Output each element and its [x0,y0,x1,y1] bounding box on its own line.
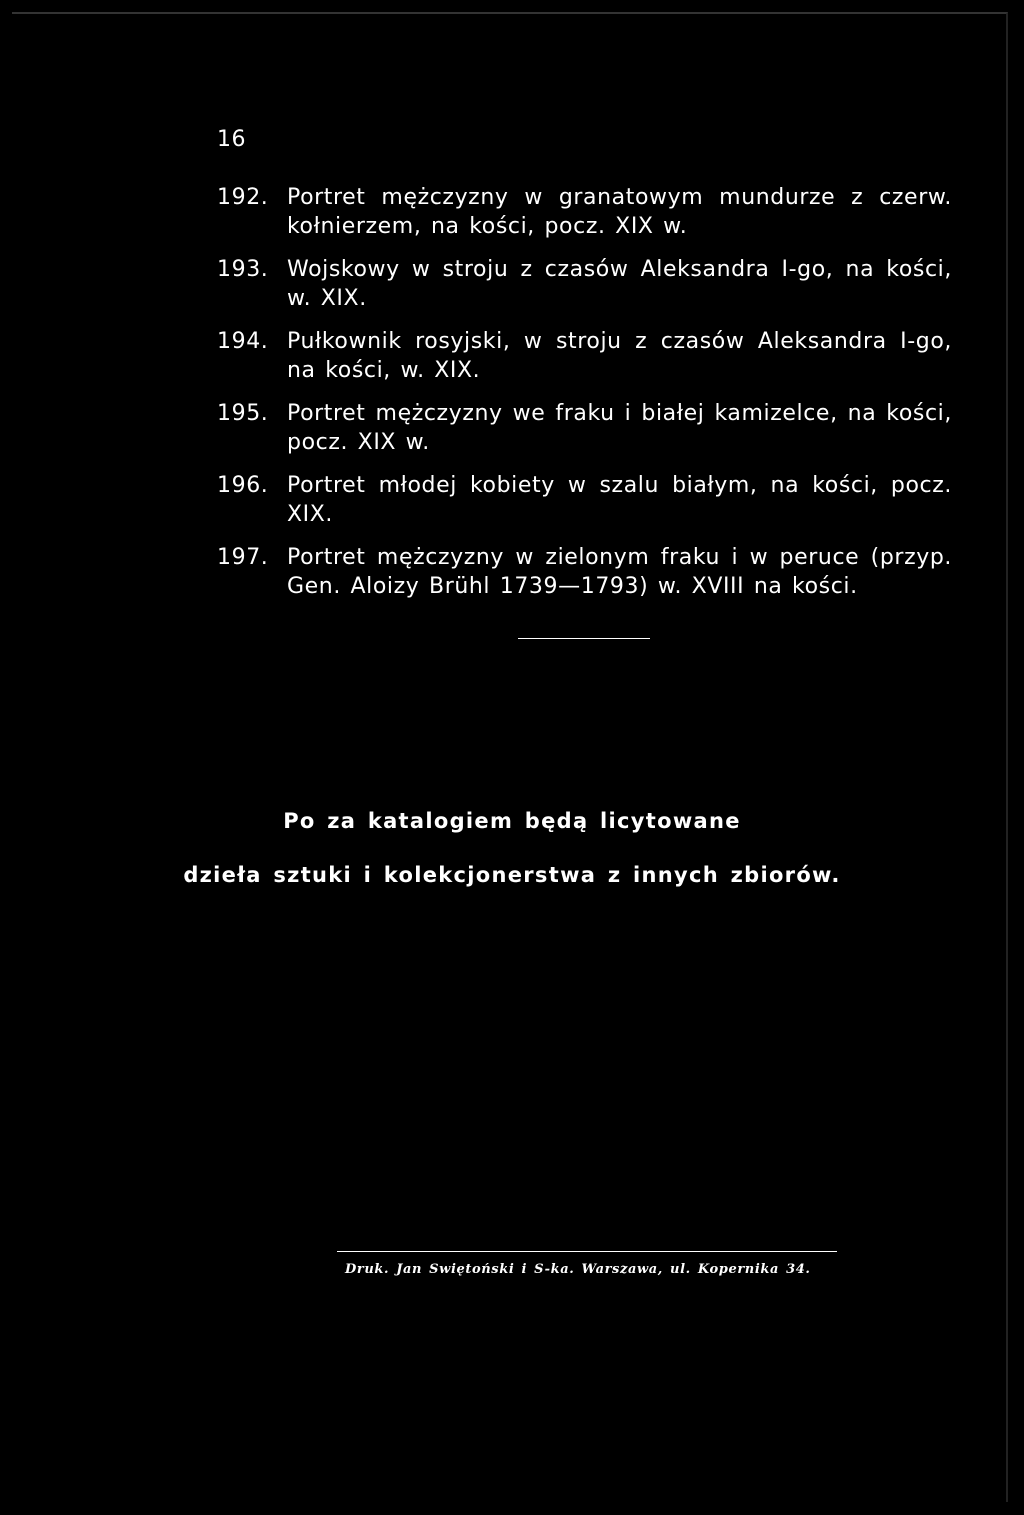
notice-line: dzieła sztuki i kolekcjonerstwa z innych zbiorów. [183,863,841,887]
page-number: 16 [217,127,246,152]
entry-text: Portret mężczyzny w granatowym mundurze z czerw. kołnierzem, na kości, pocz. XIX w. [287,185,952,239]
notice-line: Po za katalogiem będą licytowane [283,809,741,833]
catalog-entry [217,399,952,457]
entry-text: Portret mężczyzny we fraku i białej kamizelce, na kości, pocz. XIX w. [287,401,952,455]
auction-notice [150,808,874,888]
entry-text: Portret mężczyzny w zielonym fraku i w peruce (przyp. Gen. Aloizy Brühl 1739—1793) w. XVIII na kości. [287,545,952,599]
entry-text: Wojskowy w stroju z czasów Aleksandra I-go, na kości, w. XIX. [287,257,952,311]
entry-number: 192. [217,185,269,210]
footer-rule [337,1251,837,1252]
catalog-entry [217,183,952,241]
catalog-entry [217,327,952,385]
catalog-entry [217,471,952,529]
entry-number: 197. [217,545,269,570]
entry-text: Pułkownik rosyjski, w stroju z czasów Aleksandra I-go, na kości, w. XIX. [287,329,952,383]
entry-text: Portret młodej kobiety w szalu białym, na kości, pocz. XIX. [287,473,952,527]
catalog-entry [217,255,952,313]
catalog-entry [217,543,952,601]
entry-number: 194. [217,329,269,354]
catalog-entries [217,183,952,601]
entry-number: 196. [217,473,269,498]
printer-imprint: Druk. Jan Swiętoński i S-ka. Warszawa, ul. Kopernika 34. [345,1262,811,1277]
entry-number: 193. [217,257,269,282]
entry-number: 195. [217,401,269,426]
section-separator [518,638,650,639]
